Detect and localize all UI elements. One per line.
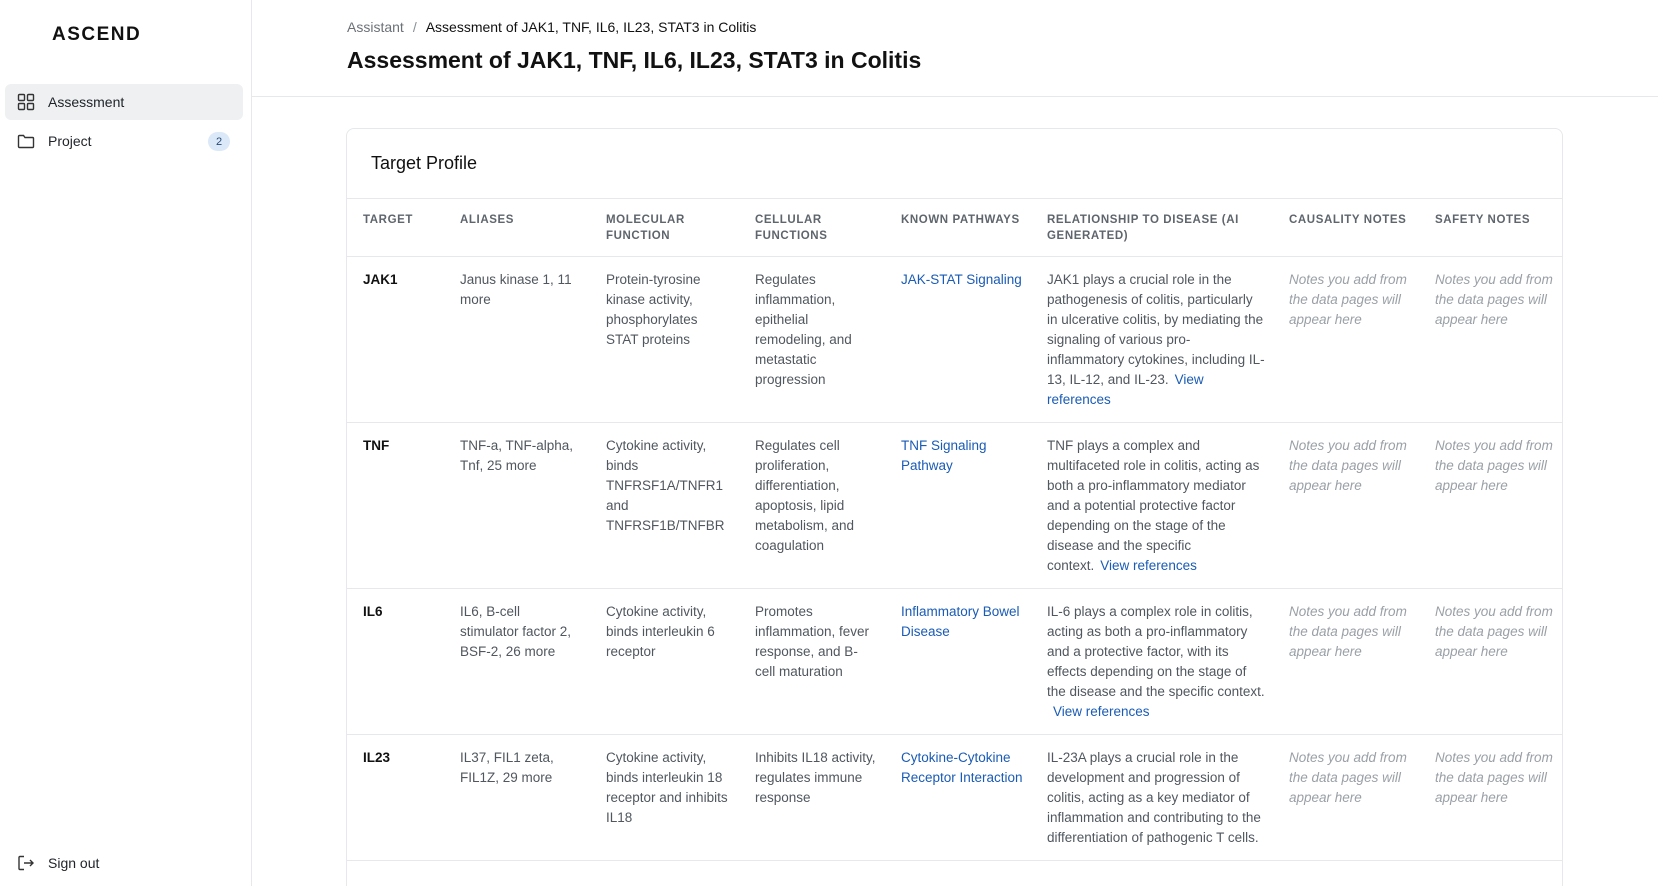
table-row <box>347 423 1563 589</box>
causality-notes-cell: Notes you add from the data pages will appear here <box>1273 257 1419 423</box>
view-references-link[interactable]: View references <box>1047 372 1204 407</box>
sign-out-button[interactable] <box>5 846 243 880</box>
aliases-cell: Janus kinase 1, 11 more <box>444 257 590 423</box>
sidebar-item-assessment[interactable] <box>5 84 243 120</box>
relationship-cell <box>1031 257 1273 423</box>
pathway-link[interactable]: Cytokine-Cytokine Receptor Interaction <box>901 750 1023 785</box>
molecular-function-cell: Cytokine activity, binds interleukin 6 receptor <box>590 589 739 735</box>
pathway-link[interactable]: JAK-STAT Signaling <box>901 272 1022 287</box>
target-cell: JAK1 <box>347 257 444 423</box>
cellular-functions-cell: Regulates cell proliferation, differentiation, apoptosis, lipid metabolism, and coagulation <box>739 423 885 589</box>
cellular-functions-cell: Inhibits IL18 activity, regulates immune response <box>739 735 885 861</box>
safety-notes-cell: Notes you add from the data pages will appear here <box>1419 257 1563 423</box>
molecular-function-cell: Cytokine activity, binds TNFRSF1A/TNFR1 and TNFRSF1B/TNFBR <box>590 423 739 589</box>
target-profile-table <box>347 199 1563 861</box>
column-header-relationship: RELATIONSHIP TO DISEASE (AI GENERATED) <box>1031 199 1273 257</box>
molecular-function-cell: Protein-tyrosine kinase activity, phosphorylates STAT proteins <box>590 257 739 423</box>
table-header-row <box>347 199 1563 257</box>
view-references-link[interactable]: View references <box>1053 704 1150 719</box>
sidebar-item-project[interactable] <box>5 123 243 159</box>
pathway-cell <box>885 423 1031 589</box>
page-title: Assessment of JAK1, TNF, IL6, IL23, STAT3 in Colitis <box>347 47 922 73</box>
breadcrumb-link-assistant[interactable]: Assistant <box>347 19 404 35</box>
pathway-cell <box>885 257 1031 423</box>
molecular-function-cell: Cytokine activity, binds interleukin 18 receptor and inhibits IL18 <box>590 735 739 861</box>
pathway-link[interactable]: TNF Signaling Pathway <box>901 438 987 473</box>
target-profile-card <box>346 128 1563 886</box>
sidebar-item-label: Assessment <box>48 94 125 110</box>
breadcrumb-separator: / <box>412 19 417 35</box>
view-references-link[interactable]: View references <box>1100 558 1197 573</box>
pathway-cell <box>885 735 1031 861</box>
causality-notes-cell: Notes you add from the data pages will appear here <box>1273 589 1419 735</box>
safety-notes-cell: Notes you add from the data pages will appear here <box>1419 589 1563 735</box>
project-count-badge: 2 <box>208 132 230 151</box>
column-header-safety-notes: SAFETY NOTES <box>1419 199 1563 257</box>
relationship-cell <box>1031 589 1273 735</box>
table-row <box>347 589 1563 735</box>
relationship-text: IL-23A plays a crucial role in the development and progression of colitis, acting as a key mediator of inflammation and contributing to the differentiation of pathogenic T cells. <box>1047 750 1261 845</box>
relationship-cell <box>1031 735 1273 861</box>
relationship-text: IL-6 plays a complex role in colitis, acting as both a pro-inflammatory and a protective factor, with its effects depending on the stage of the disease and the specific context. <box>1047 604 1265 699</box>
cellular-functions-cell: Regulates inflammation, epithelial remodeling, and metastatic progression <box>739 257 885 423</box>
column-header-molecular-function: MOLECULAR FUNCTION <box>590 199 739 257</box>
target-cell: IL6 <box>347 589 444 735</box>
relationship-text: TNF plays a complex and multifaceted role in colitis, acting as both a pro-inflammatory mediator and a potential protective factor depending on the stage of the disease and the specific context. <box>1047 438 1260 573</box>
card-title: Target Profile <box>371 153 478 173</box>
table-row <box>347 735 1563 861</box>
column-header-cellular-functions: CELLULAR FUNCTIONS <box>739 199 885 257</box>
app-logo[interactable]: ASCEND <box>52 24 142 45</box>
aliases-cell: IL6, B-cell stimulator factor 2, BSF-2, 26 more <box>444 589 590 735</box>
relationship-text: JAK1 plays a crucial role in the pathogenesis of colitis, particularly in ulcerative colitis, by mediating the signaling of various pro-inflammatory cytokines, including IL-13, IL-12, and IL-23. <box>1047 272 1265 387</box>
page-header <box>252 0 1658 97</box>
table-row <box>347 257 1563 423</box>
breadcrumb-current: Assessment of JAK1, TNF, IL6, IL23, STAT3 in Colitis <box>425 19 757 35</box>
aliases-cell: TNF-a, TNF-alpha, Tnf, 25 more <box>444 423 590 589</box>
grid-icon <box>17 93 35 111</box>
sidebar-item-label: Project <box>48 133 92 149</box>
folder-icon <box>17 132 35 150</box>
pathway-link[interactable]: Inflammatory Bowel Disease <box>901 604 1020 639</box>
sidebar <box>0 0 252 886</box>
sign-out-icon <box>17 854 35 872</box>
column-header-target: TARGET <box>347 199 444 257</box>
safety-notes-cell: Notes you add from the data pages will appear here <box>1419 735 1563 861</box>
cellular-functions-cell: Promotes inflammation, fever response, and B-cell maturation <box>739 589 885 735</box>
safety-notes-cell: Notes you add from the data pages will appear here <box>1419 423 1563 589</box>
pathway-cell <box>885 589 1031 735</box>
causality-notes-cell: Notes you add from the data pages will appear here <box>1273 735 1419 861</box>
aliases-cell: IL37, FIL1 zeta, FIL1Z, 29 more <box>444 735 590 861</box>
relationship-cell <box>1031 423 1273 589</box>
causality-notes-cell: Notes you add from the data pages will appear here <box>1273 423 1419 589</box>
breadcrumb <box>347 19 756 35</box>
column-header-aliases: ALIASES <box>444 199 590 257</box>
sign-out-label: Sign out <box>48 855 100 871</box>
column-header-causality-notes: CAUSALITY NOTES <box>1273 199 1419 257</box>
column-header-known-pathways: KNOWN PATHWAYS <box>885 199 1031 257</box>
target-cell: TNF <box>347 423 444 589</box>
target-cell: IL23 <box>347 735 444 861</box>
